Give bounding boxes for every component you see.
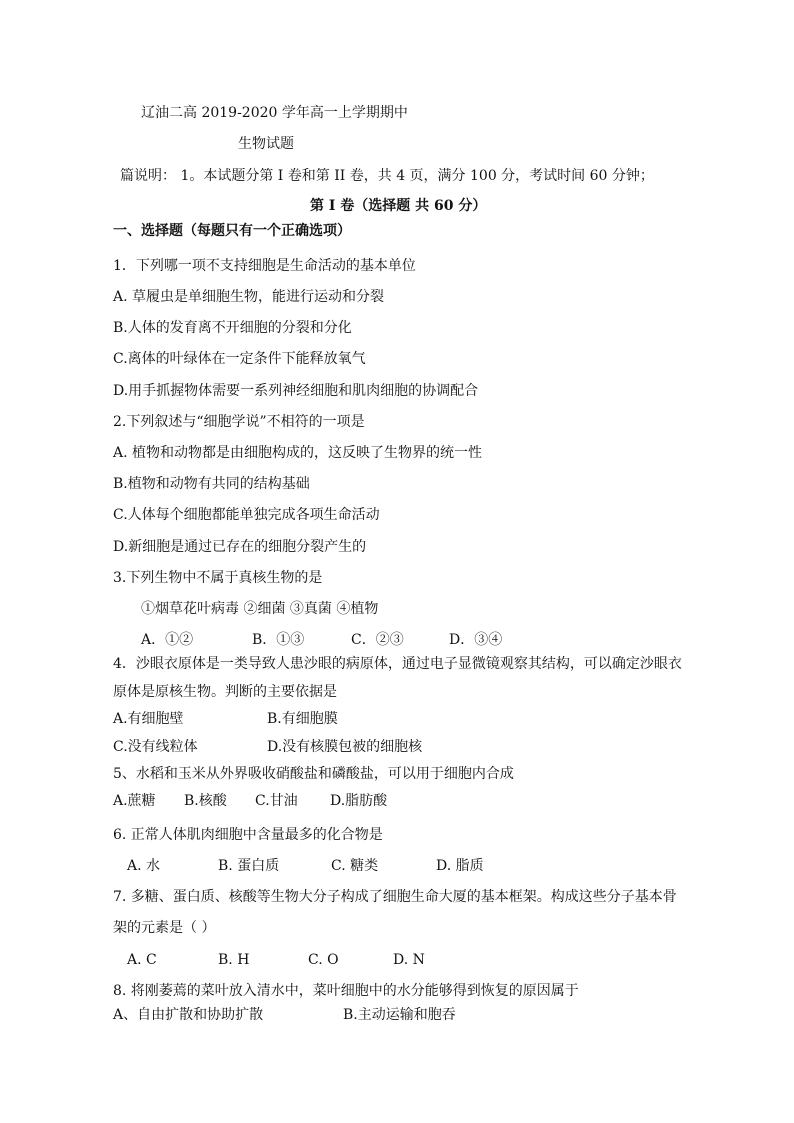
question-2-option-d: D.新细胞是通过已存在的细胞分裂产生的 (113, 539, 367, 555)
question-7-option-d: D. N (393, 952, 425, 968)
question-1-option-d: D.用手抓握物体需要一系列神经细胞和肌肉细胞的协调配合 (113, 383, 479, 399)
question-5-option-a: A.蔗糖 (113, 793, 156, 809)
question-1-option-b: B.人体的发育离不开细胞的分裂和分化 (113, 320, 352, 336)
question-7-option-b: B. H (218, 952, 250, 968)
section-title: 第 I 卷（选择题 共 60 分） (310, 198, 487, 214)
question-1-option-a: A. 草履虫是单细胞生物，能进行运动和分裂 (113, 289, 385, 305)
question-7-option-a: A. C (127, 952, 157, 968)
question-4-stem-line-2: 原体是原核生物。判断的主要依据是 (113, 684, 337, 700)
question-6-option-d: D. 脂质 (436, 858, 484, 874)
question-5-option-b: B.核酸 (184, 793, 227, 809)
subject-title: 生物试题 (238, 136, 294, 152)
question-4-option-b: B.有细胞膜 (267, 711, 338, 727)
question-7-option-c: C. O (308, 952, 339, 968)
question-2-option-c: C.人体每个细胞都能单独完成各项生命活动 (113, 507, 380, 523)
question-2-stem: 2.下列叙述与“细胞学说”不相符的一项是 (113, 414, 365, 430)
question-1-option-c: C.离体的叶绿体在一定条件下能释放氧气 (113, 351, 366, 367)
question-4-option-c: C.没有线粒体 (113, 739, 198, 755)
question-6-option-c: C. 糖类 (331, 858, 379, 874)
question-5-option-c: C.甘油 (255, 793, 298, 809)
question-5-stem: 5、水稻和玉米从外界吸收硝酸盐和磷酸盐，可以用于细胞内合成 (113, 766, 514, 782)
question-3-option-d: D．③④ (449, 632, 503, 648)
question-6-option-b: B. 蛋白质 (218, 858, 280, 874)
exam-instructions: 篇说明： 1。本试题分第 I 卷和第 II 卷，共 4 页，满分 100 分，考试时间 60 分钟； (120, 168, 654, 184)
question-6-stem: 6. 正常人体肌肉细胞中含量最多的化合物是 (113, 827, 383, 843)
question-1-stem: 1．下列哪一项不支持细胞是生命活动的基本单位 (113, 258, 416, 274)
section-heading: 一、选择题（每题只有一个正确选项） (113, 223, 351, 239)
question-3-items: ①烟草花叶病毒 ②细菌 ③真菌 ④植物 (141, 601, 379, 617)
question-3-option-a: A．①② (141, 632, 194, 648)
question-2-option-a: A. 植物和动物都是由细胞构成的，这反映了生物界的统一性 (113, 445, 483, 461)
question-3-option-b: B．①③ (252, 632, 305, 648)
question-7-stem-line-1: 7. 多糖、蛋白质、核酸等生物大分子构成了细胞生命大厦的基本框架。构成这些分子基本骨 (113, 889, 677, 905)
question-4-option-a: A.有细胞壁 (113, 711, 184, 727)
question-3-option-c: C．②③ (351, 632, 404, 648)
question-5-option-d: D.脂肪酸 (330, 793, 388, 809)
question-7-stem-line-2: 架的元素是（ ） (113, 920, 216, 936)
question-8-option-a: A、自由扩散和协助扩散 (113, 1007, 264, 1023)
question-4-stem-line-1: 4．沙眼衣原体是一类导致人患沙眼的病原体，通过电子显微镜观察其结构，可以确定沙眼衣 (113, 656, 682, 672)
question-4-option-d: D.没有核膜包被的细胞核 (267, 739, 423, 755)
exam-title: 辽油二高 2019-2020 学年高一上学期期中 (141, 105, 408, 121)
question-8-stem: 8. 将刚萎蔫的菜叶放入清水中，菜叶细胞中的水分能够得到恢复的原因属于 (113, 983, 579, 999)
question-8-option-b: B.主动运输和胞吞 (343, 1007, 456, 1023)
question-6-option-a: A. 水 (127, 858, 161, 874)
question-2-option-b: B.植物和动物有共同的结构基础 (113, 476, 310, 492)
question-3-stem: 3.下列生物中不属于真核生物的是 (113, 570, 323, 586)
